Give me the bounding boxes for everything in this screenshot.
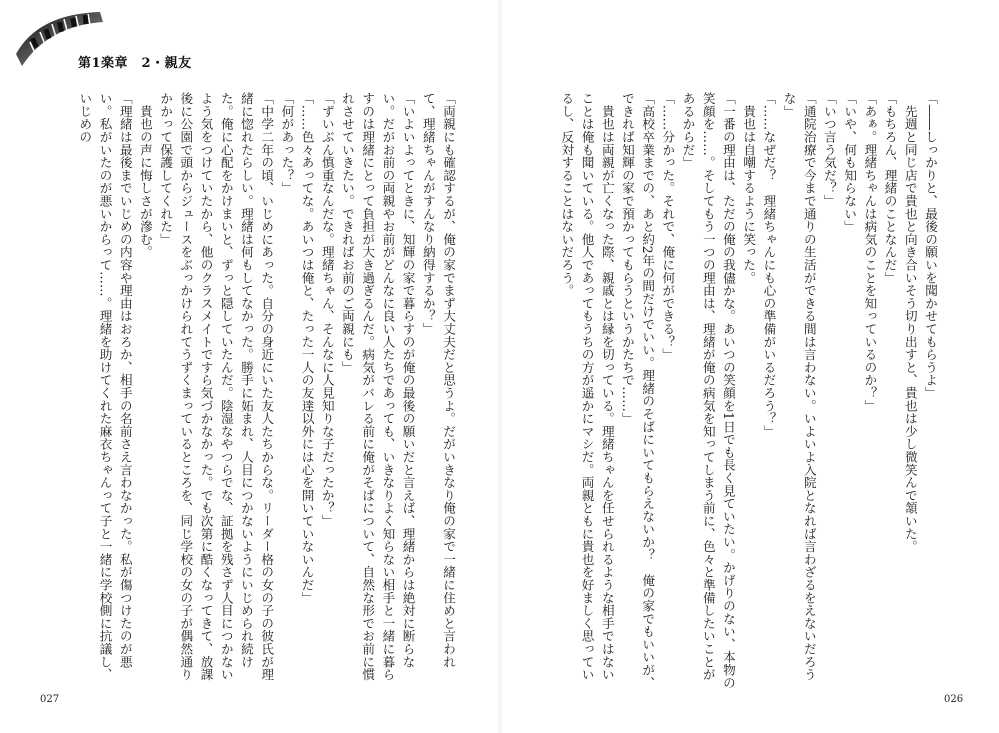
paragraph: 「――しっかりと、最後の願いを聞かせてもらうよ」 <box>923 92 938 400</box>
page-gutter <box>496 0 504 733</box>
paragraph: 「あぁ。理緒ちゃんは病気のことを知っているのか？」 <box>862 92 878 412</box>
paragraph: 「もちろん、理緒のことなんだ」 <box>882 92 898 284</box>
page-number-left: 027 <box>40 694 60 705</box>
paragraph: 「いよいよってときに、知輝の家で暮らすのが俺の最後の願いだと言えば、理緒からは絶対に断らない。だがお前の両親やお前がどんなに良い人たちであっても、いきなりよく知らない相手と一緒に暮らすのは理緒にとって負担が大き過ぎるんだ。病気がバレる前に俺がそばについて、自然な形でお前に慣れさせていきたい。できればお前のご両親にも」 <box>339 92 416 681</box>
paragraph: 「いつ言う気だ？」 <box>821 92 837 208</box>
paragraph: 「何があった？」 <box>279 92 295 195</box>
paragraph: 「……色々あってな。あいつは俺と、たった一人の友達以外には心を開いていないんだ」 <box>299 92 315 604</box>
chapter-title: 第1楽章 2・親友 <box>78 56 192 71</box>
paragraph: 貴也は両親が亡くなった際、親戚とは縁を切っている。理緒ちゃんを任せられるような相手ではないことは俺も聞いている。他人であってもうちの方が遥かにマシだ。両親ともに貴也を好ましく思っているし、反対することはないだろう。 <box>559 92 615 681</box>
paragraph: 先週と同じ店で貴也と向き合いそう切り出すと、貴也は少し微笑んで頷いた。 <box>902 92 918 553</box>
paragraph: 「中学二年の頃、いじめにあった。自分の身近にいた友人たちからな。リーダー格の女の子の彼氏が理緒に惚れたらしい。理緒は何もしてなかった。勝手に妬まれ、人目につかないようにいじめられ続けた。俺に心配をかけまいと、ずっと隠していたんだ。陰湿なやつらでな、証拠を残さず人目につかないよう気をつけていたから、他のクラスメイトですら気づかなかった。でも次第に酷くなってきて、放課後に公園で頭からジュースをぶっかけられてうずくまっているところを、同じ学校の女の子が偶然通りかかって保護してくれた」 <box>158 92 275 681</box>
paragraph: 「ずいぶん慎重なんだな。理緒ちゃん、そんなに人見知りな子だったか？」 <box>319 92 335 528</box>
chapter-header <box>8 8 228 78</box>
paragraph: 「両親にも確認するが、俺の家でまず大丈夫だと思うよ。だがいきなり俺の家で一緒に住めと言われて、理緒ちゃんがすんなり納得するか？」 <box>420 92 456 668</box>
paragraph: 貴也は自嘲するように笑った。 <box>741 92 757 284</box>
paragraph: 「高校卒業までの、あと約2年の間だけでいい。理緒のそばにいてもらえないか？ 俺の家でもいいが、できれば知輝の家で預かってもらうというかたちで……」 <box>619 92 656 690</box>
paragraph: 貴也の声に悔しさが滲む。 <box>137 92 153 259</box>
paragraph: 「通院治療で今まで通りの生活ができる間は言わない。いよいよ入院となれば言わざるをえないだろうな」 <box>781 92 817 681</box>
paragraph: 「一番の理由は、ただの俺の我儘かな。あいつの笑顔を1日でも長く見ていたい。かげりのない、本物の笑顔を……。そしてもう一つの理由は、理緒が俺の病気を知ってしまう前に、色々と準備したいことがあるからだ」 <box>680 92 736 690</box>
paragraph: 「……分かった。それで、俺に何ができる？」 <box>660 92 676 361</box>
right-page-text <box>532 92 940 692</box>
paragraph: 「……なぜだ？ 理緒ちゃんにも心の準備がいるだろう？」 <box>761 92 777 438</box>
paragraph: 「理緒は最後までいじめの内容や理由はおろか、相手の名前さえ言わなかった。私が傷つけたのが悪い。私がいたのが悪いからって……。理緒を助けてくれた麻衣ちゃんって子と一緒に学校側に抗議し、いじめの <box>77 92 133 681</box>
left-page-text <box>58 92 458 692</box>
page-number-right: 026 <box>944 694 964 705</box>
paragraph: 「いや、何も知らない」 <box>842 92 858 233</box>
